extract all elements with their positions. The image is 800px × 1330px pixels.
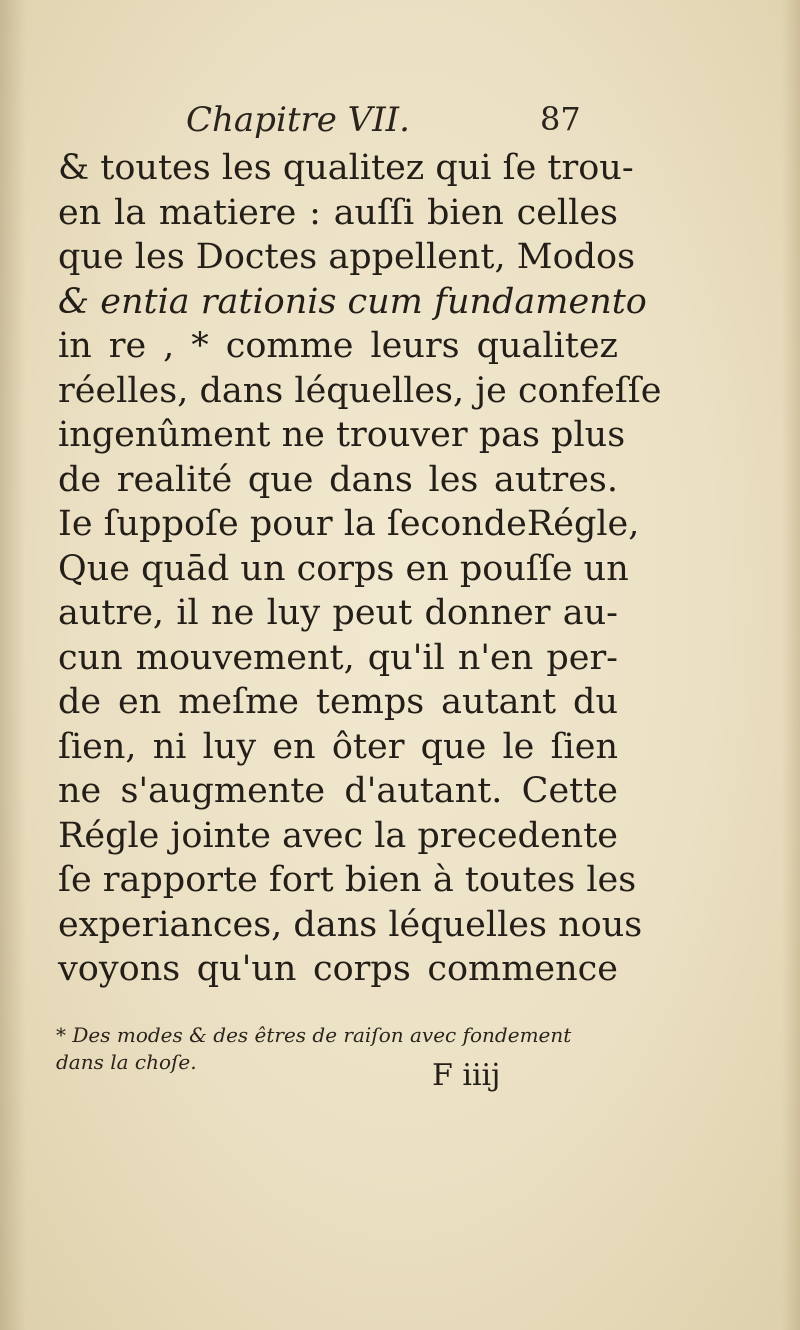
chapter-title: Chapitre VII. (186, 100, 410, 140)
text-line: & entia rationis cum fundamento (58, 281, 647, 322)
text-line: in re , * comme leurs qualitez (58, 326, 618, 366)
text-line: ſe rapporte fort bien à toutes les (58, 860, 637, 900)
text-line: ingenûment ne trouver pas plus (58, 415, 626, 455)
text-line: autre, il ne luy peut donner au- (58, 593, 618, 633)
text-line: de en meſme temps autant du (58, 682, 618, 722)
text-line: ſien, ni luy en ôter que le ſien (58, 726, 618, 767)
text-line: & toutes les qualitez qui ſe trou- (58, 148, 634, 188)
text-line: en la matiere : auſſi bien celles (58, 192, 618, 233)
spine-shadow (0, 0, 26, 1330)
text-line: Ie ſuppoſe pour la ſecondeRégle, (58, 504, 640, 544)
page-number: 87 (540, 100, 581, 138)
text-line: Que quād un corps en pouſſe un (58, 548, 629, 589)
text-line: que les Doctes appellent, Modos (58, 237, 636, 277)
running-head (0, 100, 800, 150)
text-line: cun mouvement, qu'il n'en per- (58, 637, 618, 678)
text-line: réelles, dans léquelles, je confeſſe (58, 370, 662, 411)
footnote (56, 1022, 616, 1076)
text-line: experiances, dans léquelles nous (58, 904, 643, 945)
signature-mark: F iiij (432, 1058, 501, 1093)
footnote-line: * Des modes & des êtres de raiſon avec fondement (56, 1023, 572, 1047)
text-line: Régle jointe avec la precedente (58, 815, 618, 856)
footnote-line: dans la choſe. (56, 1050, 197, 1074)
text-line: de realité que dans les autres. (58, 459, 618, 500)
page-edge-shadow (782, 0, 800, 1330)
text-line: voyons qu'un corps commence (58, 949, 618, 989)
text-line: ne s'augmente d'autant. Cette (58, 771, 618, 811)
body-text (58, 146, 662, 992)
